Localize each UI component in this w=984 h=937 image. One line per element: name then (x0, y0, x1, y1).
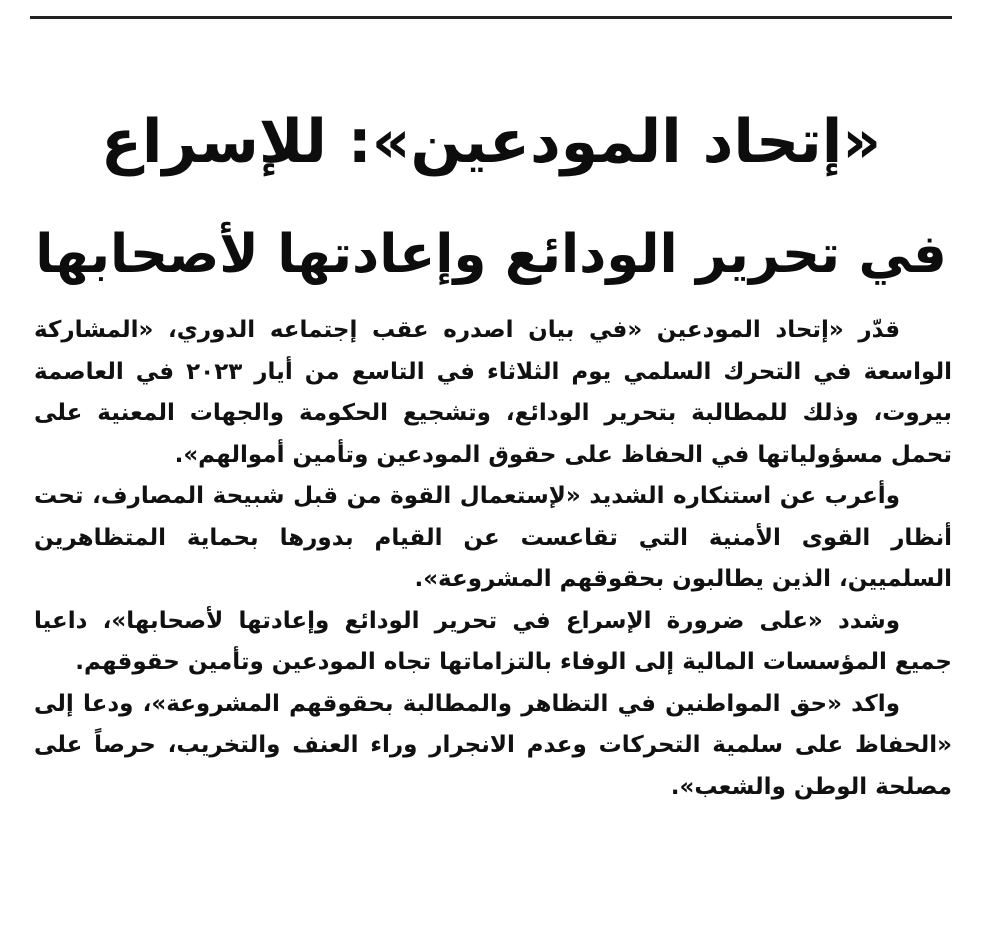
article-body (34, 310, 952, 808)
headline-line-1: «إتحاد المودعين»: للإسراع (100, 107, 882, 178)
paragraph-1: قدّر «إتحاد المودعين «في بيان اصدره عقب إجتماعه الدوري، «المشاركة الواسعة في التحرك السلمي يوم الثلاثاء في التاسع من أيار ٢٠٢٣ في العاصمة بيروت، وذلك للمطالبة بتحرير الودائع، وتشجيع الحكومة والجهات المعنية على تحمل مسؤولياتها في الحفاظ على حقوق المودعين وتأمين أموالهم». (34, 317, 952, 468)
paragraph-3: وشدد «على ضرورة الإسراع في تحرير الودائع وإعادتها لأصحابها»، داعيا جميع المؤسسات المالية إلى الوفاء بالتزاماتها تجاه المودعين وتأمين حقوقهم. (34, 607, 952, 675)
headline-line-2: في تحرير الودائع وإعادتها لأصحابها (35, 223, 947, 285)
top-rule (30, 16, 952, 19)
paragraph-4: واكد «حق المواطنين في التظاهر والمطالبة بحقوقهم المشروعة»، ودعا إلى «الحفاظ على سلمية التحركات وعدم الانجرار وراء العنف والتخريب، حرصاً على مصلحة الوطن والشعب». (34, 690, 952, 800)
paragraph-2: وأعرب عن استنكاره الشديد «لإستعمال القوة من قبل شبيحة المصارف، تحت أنظار القوى الأمنية التي تقاعست عن القيام بدورها بحماية المتظاهرين السلميين، الذين يطالبون بحقوقهم المشروعة». (34, 483, 952, 592)
